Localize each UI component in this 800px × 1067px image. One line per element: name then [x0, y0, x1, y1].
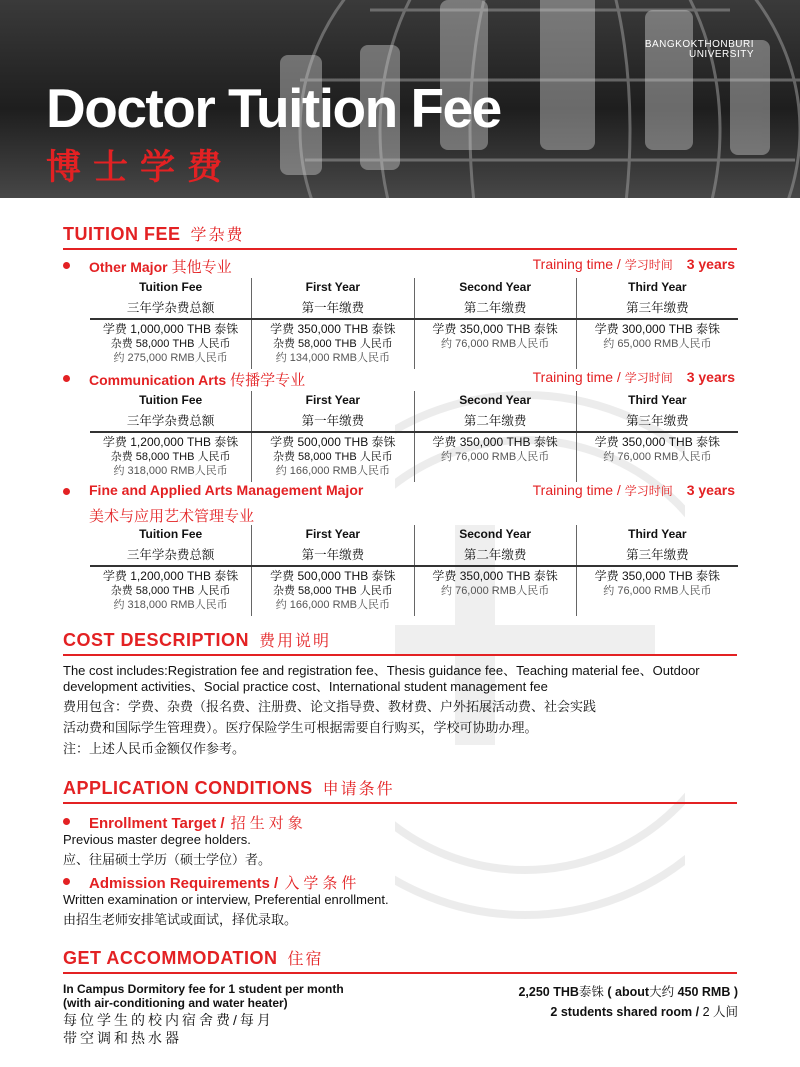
- fee-header: First Year 第一年缴费: [252, 391, 414, 431]
- fee-header: Third Year 第三年缴费: [626, 393, 689, 428]
- major-communication-arts: Communication Arts 传播学专业 Training time / 学习时间 3 years: [63, 369, 737, 389]
- enrollment-text-cn: 应、往届硕士学历（硕士学位）者。: [63, 852, 272, 867]
- fee-cell: 学费 500,000 THB 泰铢 杂费 58,000 THB 人民币 约 166,000 RMB人民币: [252, 433, 414, 482]
- cost-text-cn-2: 活动费和国际学生管理费）。医疗保险学生可根据需要自行购买，学校可协助办理。: [63, 720, 538, 735]
- bullet-dot-icon: [63, 262, 70, 269]
- fee-cell: 学费 350,000 THB 泰铢 约 76,000 RMB人民币: [415, 433, 577, 482]
- fee-cell: 学费 350,000 THB 泰铢 约 76,000 RMB人民币: [594, 569, 721, 597]
- university-brand: [645, 40, 754, 60]
- fee-cell: 学费 1,000,000 THB 泰铢 杂费 58,000 THB 人民币 约 275,000 RMB人民币: [90, 320, 252, 369]
- fee-header: Second Year 第二年缴费: [415, 278, 577, 318]
- fee-header: Tuition Fee 三年学杂费总额: [90, 525, 252, 565]
- room-type: 2 students shared room / 2 人间: [550, 1005, 738, 1019]
- fee-cell: 学费 350,000 THB 泰铢 杂费 58,000 THB 人民币 约 134,000 RMB人民币: [252, 320, 414, 369]
- fee-cell: 学费 1,200,000 THB 泰铢 杂费 58,000 THB 人民币 约 318,000 RMB人民币: [90, 433, 252, 482]
- brand-line-2: UNIVERSITY: [688, 49, 754, 60]
- fee-header: First Year 第一年缴费: [252, 525, 414, 565]
- page-title: Doctor Tuition Fee: [46, 77, 501, 139]
- brand-line-1: BANGKOKTHONBURI: [644, 39, 754, 50]
- dormitory-description: In Campus Dormitory fee for 1 student per month (with air-conditioning and water heater) 每位学生的校内宿舍费/每月 带空调和热水器: [63, 982, 344, 1046]
- accommodation-heading: GET ACCOMMODATION 住宿: [63, 946, 737, 974]
- page-title-chinese: 博士学费: [46, 148, 235, 187]
- bullet-dot-icon: [63, 878, 70, 885]
- fee-header: Third Year 第三年缴费: [626, 527, 689, 562]
- fee-cell: 学费 300,000 THB 泰铢 约 65,000 RMB人民币: [594, 322, 721, 350]
- bullet-dot-icon: [63, 375, 70, 382]
- hero-banner: [0, 0, 800, 198]
- major-fine-applied-arts-cn: 美术与应用艺术管理专业: [89, 508, 255, 525]
- bullet-dot-icon: [63, 818, 70, 825]
- fee-table-other: [90, 278, 738, 369]
- fee-header: Second Year 第二年缴费: [415, 525, 577, 565]
- major-fine-applied-arts: Fine and Applied Arts Management Major Training time / 学习时间 3 years: [63, 482, 737, 502]
- fee-header: First Year 第一年缴费: [252, 278, 414, 318]
- fee-header: Second Year 第二年缴费: [415, 391, 577, 431]
- fee-table-fine-applied-arts: [90, 525, 738, 616]
- fee-cell: 学费 350,000 THB 泰铢 约 76,000 RMB人民币: [415, 320, 577, 369]
- fee-header: Third Year 第三年缴费: [626, 280, 689, 315]
- major-other: Other Major 其他专业 Training time / 学习时间 3 years: [63, 256, 737, 276]
- cost-text-cn-1: 费用包含：学费、杂费（报名费、注册费、论文指导费、教材费、户外拓展活动费、社会实践: [63, 699, 597, 714]
- cost-text-en: The cost includes:Registration fee and registration fee、Thesis guidance fee、Teaching material fee、Outdoor development activities、Social practice cost、International student management fee: [63, 663, 700, 694]
- bullet-dot-icon: [63, 488, 70, 495]
- fee-cell: 学费 350,000 THB 泰铢 约 76,000 RMB人民币: [415, 567, 577, 616]
- application-conditions-heading: APPLICATION CONDITIONS 申请条件: [63, 776, 737, 804]
- enrollment-text-en: Previous master degree holders.: [63, 832, 251, 847]
- fee-table-communication-arts: [90, 391, 738, 482]
- fee-header: Tuition Fee 三年学杂费总额: [90, 278, 252, 318]
- fee-cell: 学费 350,000 THB 泰铢 约 76,000 RMB人民币: [594, 435, 721, 463]
- cost-description-heading: COST DESCRIPTION 费用说明: [63, 628, 737, 656]
- cost-note: 注：上述人民币金额仅作参考。: [63, 741, 246, 756]
- admission-text-cn: 由招生老师安排笔试或面试，择优录取。: [63, 912, 298, 927]
- fee-header: Tuition Fee 三年学杂费总额: [90, 391, 252, 431]
- fee-cell: 学费 1,200,000 THB 泰铢 杂费 58,000 THB 人民币 约 318,000 RMB人民币: [90, 567, 252, 616]
- tuition-fee-heading: TUITION FEE 学杂费: [63, 222, 737, 250]
- dormitory-price: 2,250 THB泰铢 ( about大约 450 RMB ): [518, 985, 738, 999]
- fee-cell: 学费 500,000 THB 泰铢 杂费 58,000 THB 人民币 约 166,000 RMB人民币: [252, 567, 414, 616]
- admission-text-en: Written examination or interview, Preferential enrollment.: [63, 892, 389, 907]
